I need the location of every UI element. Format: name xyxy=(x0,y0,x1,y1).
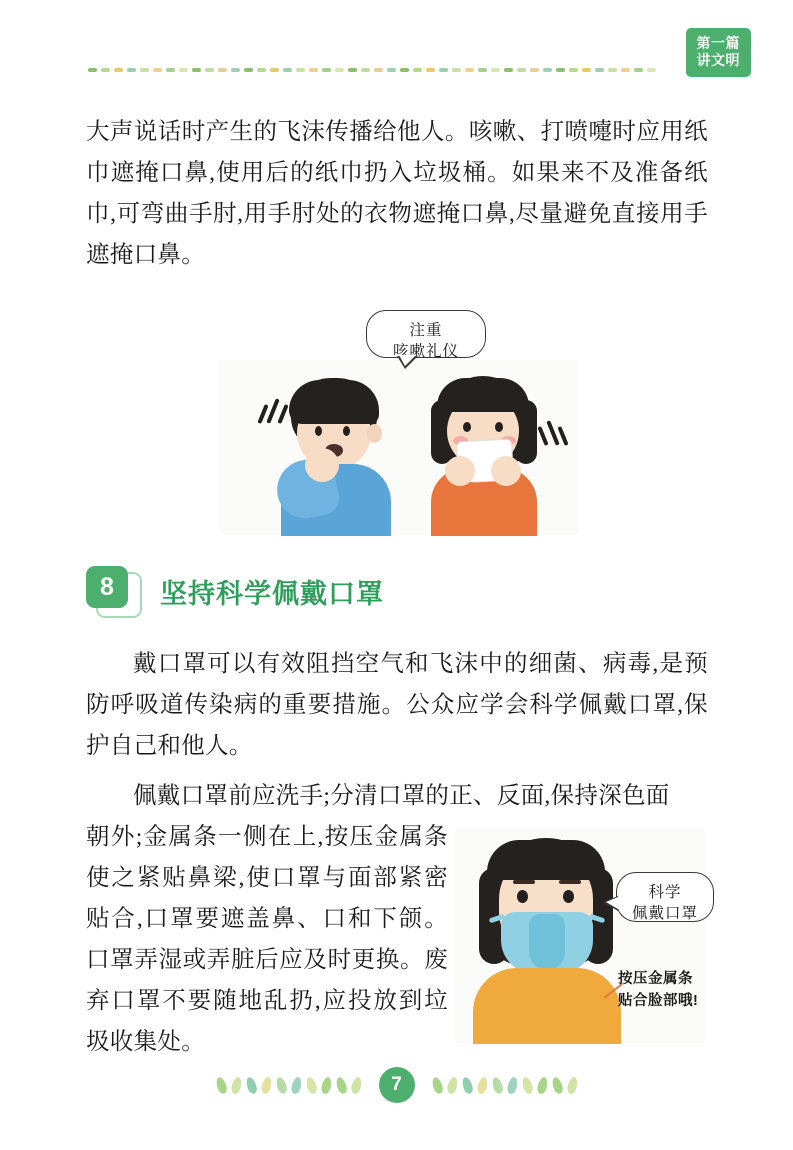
paragraph-mask-benefit: 戴口罩可以有效阻挡空气和飞沫中的细菌、病毒,是预防呼吸道传染病的重要措施。公众应学会科学佩戴口罩,保护自己和他人。 xyxy=(86,651,708,759)
girl-eye-right xyxy=(495,422,503,432)
footer-petal xyxy=(290,1076,303,1095)
girl-eye-left xyxy=(463,422,471,432)
rule-dash xyxy=(634,68,643,72)
footer-petal xyxy=(520,1076,534,1095)
woman-fringe xyxy=(487,840,605,880)
rule-dash xyxy=(491,68,500,72)
footer-petal xyxy=(550,1076,564,1095)
rule-dash xyxy=(543,68,552,72)
illustration-annotation xyxy=(618,968,748,1012)
rule-dash xyxy=(478,68,487,72)
chapter-tab-line2: 讲文明 xyxy=(696,52,740,68)
rule-dash xyxy=(452,68,461,72)
rule-dash xyxy=(101,68,110,72)
speech-bubble-cough-line1: 注重 xyxy=(409,322,443,339)
rule-dash xyxy=(374,68,383,72)
rule-dash xyxy=(530,68,539,72)
woman-eyebrow-left xyxy=(513,880,535,884)
rule-dash xyxy=(270,68,279,72)
footer-petal xyxy=(334,1076,348,1095)
motion-line xyxy=(537,426,548,446)
footer-petal xyxy=(320,1076,333,1095)
rule-dash xyxy=(309,68,318,72)
footer-petal xyxy=(244,1076,258,1095)
footer-petal xyxy=(476,1076,489,1095)
rule-dash xyxy=(335,68,344,72)
rule-dash xyxy=(192,68,201,72)
rule-dash xyxy=(127,68,136,72)
rule-dash xyxy=(387,68,396,72)
rule-dash xyxy=(569,68,578,72)
paragraph-continued: 大声说话时产生的飞沫传播给他人。咳嗽、打喷嚏时应用纸巾遮掩口鼻,使用后的纸巾扔入垃圾桶。如果来不及准备纸巾,可弯曲手肘,用手肘处的衣物遮掩口鼻,尽量避免直接用手遮掩口鼻。 xyxy=(86,119,708,268)
girl-fringe xyxy=(437,378,529,412)
paragraph-mask-howto-first-line: 佩戴口罩前应洗手;分清口罩的正、反面,保持深色面 xyxy=(133,783,670,809)
footer-ornament-right xyxy=(433,1077,577,1094)
footer-petal xyxy=(304,1076,318,1095)
rule-dash xyxy=(582,68,591,72)
girl-hand-right xyxy=(491,456,521,486)
rule-dash xyxy=(361,68,370,72)
rule-dash xyxy=(231,68,240,72)
rule-dash xyxy=(257,68,266,72)
section-number-badge: 8 xyxy=(86,566,128,608)
rule-dash xyxy=(244,68,253,72)
boy-hand xyxy=(305,448,339,482)
footer-petal xyxy=(566,1076,579,1095)
rule-dash xyxy=(595,68,604,72)
motion-line xyxy=(546,420,559,446)
rule-dash xyxy=(465,68,474,72)
rule-dash xyxy=(647,68,656,72)
rule-dash xyxy=(205,68,214,72)
rule-dash xyxy=(140,68,149,72)
rule-dash xyxy=(166,68,175,72)
speech-bubble-mask-line1: 科学 xyxy=(648,884,682,901)
rule-dash xyxy=(400,68,409,72)
footer-petal xyxy=(430,1076,444,1095)
paragraph-mask-howto-rest: 朝外;金属条一侧在上,按压金属条使之紧贴鼻梁,使口罩与面部紧密贴合,口罩要遮盖鼻、口和下颌。口罩弄湿或弄脏后应及时更换。废弃口罩不要随地乱扔,应投放到垃圾收集处。 xyxy=(86,824,448,1055)
speech-bubble-cough xyxy=(366,310,486,358)
face-mask-shading xyxy=(529,914,565,970)
rule-dash xyxy=(283,68,292,72)
footer-petal xyxy=(274,1076,288,1095)
footer-petal xyxy=(260,1076,273,1095)
speech-bubble-cough-line2: 咳嗽礼仪 xyxy=(392,343,459,360)
woman-eyebrow-right xyxy=(559,880,581,884)
page-number: 7 xyxy=(379,1067,415,1103)
speech-bubble-mask-line2: 佩戴口罩 xyxy=(631,905,698,922)
boy-fringe xyxy=(289,380,379,424)
woman-eye-right xyxy=(563,890,574,903)
speech-bubble-mask xyxy=(616,872,714,922)
chapter-tab-line1: 第一篇 xyxy=(696,35,740,51)
boy-eye-left xyxy=(315,426,322,436)
rule-dash xyxy=(556,68,565,72)
girl-hand-left xyxy=(445,456,475,486)
chapter-tab xyxy=(686,28,752,77)
footer-petal xyxy=(446,1076,459,1095)
footer-petal xyxy=(490,1076,504,1095)
rule-dash xyxy=(296,68,305,72)
footer-petal xyxy=(460,1076,474,1095)
illustration-annotation-line1: 按压金属条 xyxy=(618,971,693,987)
boy-ear xyxy=(367,424,382,443)
rule-dash xyxy=(413,68,422,72)
rule-dash xyxy=(608,68,617,72)
section-title: 坚持科学佩戴口罩 xyxy=(160,579,384,609)
woman-sweater xyxy=(473,968,621,1044)
rule-dash xyxy=(218,68,227,72)
woman-eye-left xyxy=(517,890,528,903)
rule-dash xyxy=(114,68,123,72)
footer-petal xyxy=(350,1076,363,1095)
decorative-rule xyxy=(88,66,558,74)
footer-ornament-left xyxy=(217,1077,361,1094)
rule-dash xyxy=(153,68,162,72)
footer-petal xyxy=(214,1076,228,1095)
rule-dash xyxy=(504,68,513,72)
rule-dash xyxy=(517,68,526,72)
rule-dash xyxy=(322,68,331,72)
footer-petal xyxy=(536,1076,549,1095)
boy-eye-right xyxy=(343,426,350,436)
footer-petal xyxy=(230,1076,243,1095)
rule-dash xyxy=(179,68,188,72)
illustration-cough-etiquette xyxy=(219,360,579,535)
illustration-annotation-line2: 贴合脸部哦! xyxy=(618,993,699,1009)
rule-dash xyxy=(426,68,435,72)
page-footer xyxy=(0,1068,793,1102)
motion-line xyxy=(277,404,288,424)
footer-petal xyxy=(506,1076,519,1095)
rule-dash xyxy=(88,68,97,72)
rule-dash xyxy=(348,68,357,72)
rule-dash xyxy=(439,68,448,72)
rule-dash xyxy=(621,68,630,72)
